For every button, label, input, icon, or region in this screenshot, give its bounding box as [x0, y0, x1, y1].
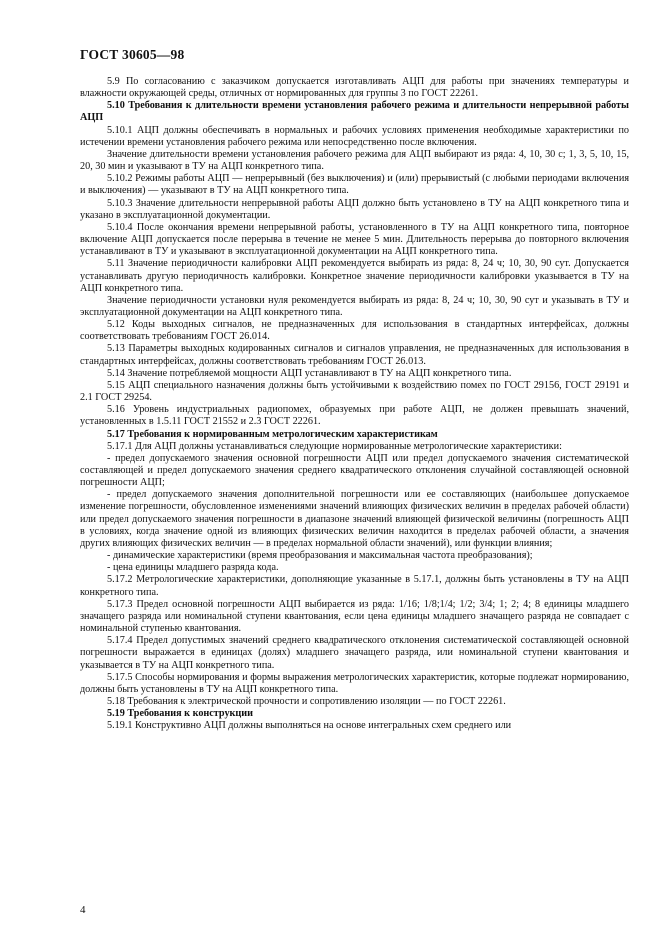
paragraph: 5.12 Коды выходных сигналов, не предназначенных для использования в стандартных интерфейсах, должны соответствовать требованиям ГОСТ 26.014.	[80, 319, 629, 343]
paragraph: 5.15 АЦП специального назначения должны быть устойчивыми к воздействию помех по ГОСТ 29156, ГОСТ 29191 и 2.1 ГОСТ 29254.	[80, 379, 629, 404]
paragraph: 5.19.1 Конструктивно АЦП должны выполняться на основе интегральных схем среднего или	[107, 720, 512, 732]
list-item: - цена единицы младшего разряда кода.	[107, 562, 279, 574]
list-item: - динамические характеристики (время преобразования и максимальная частота преобразования);	[107, 550, 533, 562]
section-heading: 5.10 Требования к длительности времени установления рабочего режима и длительности непрерывной работы АЦП	[80, 100, 629, 124]
paragraph: 5.14 Значение потребляемой мощности АЦП устанавливают в ТУ на АЦП конкретного типа.	[107, 367, 512, 379]
page-body	[80, 76, 629, 732]
paragraph: 5.10.4 После окончания времени непрерывной работы, установленного в ТУ на АЦП конкретного типа, повторное включение АЦП допускается после перерыва в течение не менее 5 мин. Длительность перерыва до повторного включения устанавливают в ТУ и указывают в эксплуатационной документации на АЦП конкретного типа.	[80, 221, 629, 258]
paragraph: Значение длительности времени установления рабочего режима для АЦП выбирают из ряда: 4, 10, 30 с; 1, 3, 5, 10, 15, 20, 30 мин и указывают в ТУ на АЦП конкретного типа.	[80, 148, 629, 173]
paragraph: Значение периодичности установки нуля рекомендуется выбирать из ряда: 8, 24 ч; 10, 30, 90 сут и указывать в ТУ и эксплуатационной документации на АЦП конкретного типа.	[80, 294, 629, 318]
section-heading: 5.17 Требования к нормированным метрологическим характеристикам	[107, 428, 438, 440]
paragraph: 5.11 Значение периодичности калибровки АЦП рекомендуется выбирать из ряда: 8, 24 ч; 10, 30, 90 сут. Допускается устанавливать другую периодичность калибровки. Конкретное значение периодичности калибровки указывается в ТУ на АЦП конкретного типа.	[80, 258, 629, 294]
paragraph: 5.17.3 Предел основной погрешности АЦП выбирается из ряда: 1/16; 1/8;1/4; 1/2; 3/4; 1; 2; 4; 8 единицы младшего значащего разряда или номинальной ступени квантования, если цена единицы младшего значащего разряда не совпадает с номинальной ступенью квантования.	[80, 598, 629, 635]
paragraph: 5.10.3 Значение длительности непрерывной работы АЦП должно быть установлено в ТУ на АЦП конкретного типа и указано в эксплуатационной документации.	[80, 197, 629, 221]
page-header: ГОСТ 30605—98	[80, 47, 185, 62]
section-heading: 5.19 Требования к конструкции	[107, 708, 254, 720]
paragraph: 5.9 По согласованию с заказчиком допускается изготавливать АЦП для работы при значениях температуры и влажности окружающей среды, отличных от нормированных для группы 3 по ГОСТ 22261.	[80, 76, 629, 100]
paragraph: 5.10.1 АЦП должны обеспечивать в нормальных и рабочих условиях применения необходимые характеристики по истечении времени установления рабочего режима или непосредственно после включения.	[80, 124, 629, 148]
paragraph: 5.17.4 Предел допустимых значений среднего квадратического отклонения систематической составляющей основной погрешности выражается в единицах (долях) младшего значащего разряда, или номинальной ступени квантования и указывается в ТУ на АЦП конкретного типа.	[80, 635, 629, 671]
list-item: - предел допускаемого значения основной погрешности АЦП или предел допускаемого значения систематической составляющей и предел допускаемого значения среднего квадратического отклонения случайной составляющей основной погрешности АЦП;	[80, 452, 629, 489]
paragraph: 5.17.5 Способы нормирования и формы выражения метрологических характеристик, которые подлежат нормированию, должны быть установлены в ТУ на АЦП конкретного типа.	[80, 671, 629, 695]
paragraph: 5.17.1 Для АЦП должны устанавливаться следующие нормированные метрологические характеристики:	[107, 440, 562, 452]
paragraph: 5.16 Уровень индустриальных радиопомех, образуемых при работе АЦП, не должен превышать значений, установленных в 1.5.11 ГОСТ 21552 и 2.3 ГОСТ 22261.	[80, 404, 629, 428]
paragraph: 5.13 Параметры выходных кодированных сигналов и сигналов управления, не предназначенных для использования в стандартных интерфейсах, должны соответствовать требованиям ГОСТ 26.013.	[80, 343, 629, 367]
paragraph: 5.10.2 Режимы работы АЦП — непрерывный (без выключения) и (или) прерывистый (с любыми периодами включения и выключения) — указывают в ТУ на АЦП конкретного типа.	[80, 173, 629, 197]
paragraph: 5.18 Требования к электрической прочности и сопротивлению изоляции — по ГОСТ 22261.	[107, 695, 506, 707]
paragraph: 5.17.2 Метрологические характеристики, дополняющие указанные в 5.17.1, должны быть установлены в ТУ на АЦП конкретного типа.	[80, 574, 629, 598]
list-item: - предел допускаемого значения дополнительной погрешности или ее составляющих (наибольшее допускаемое изменение погрешности, обусловленное изменениями значений влияющих физических величин в пределах рабочей области) или предел допускаемого значения погрешности в диапазоне значений влияющей физической величины (погрешность АЦП в условиях, когда значение одной из влияющих физических величин находится в пределах рабочей области, а значения других влияющих физических величин — в пределах нормальной области значений), или функции влияния;	[80, 489, 629, 549]
page-number: 4	[80, 904, 86, 916]
